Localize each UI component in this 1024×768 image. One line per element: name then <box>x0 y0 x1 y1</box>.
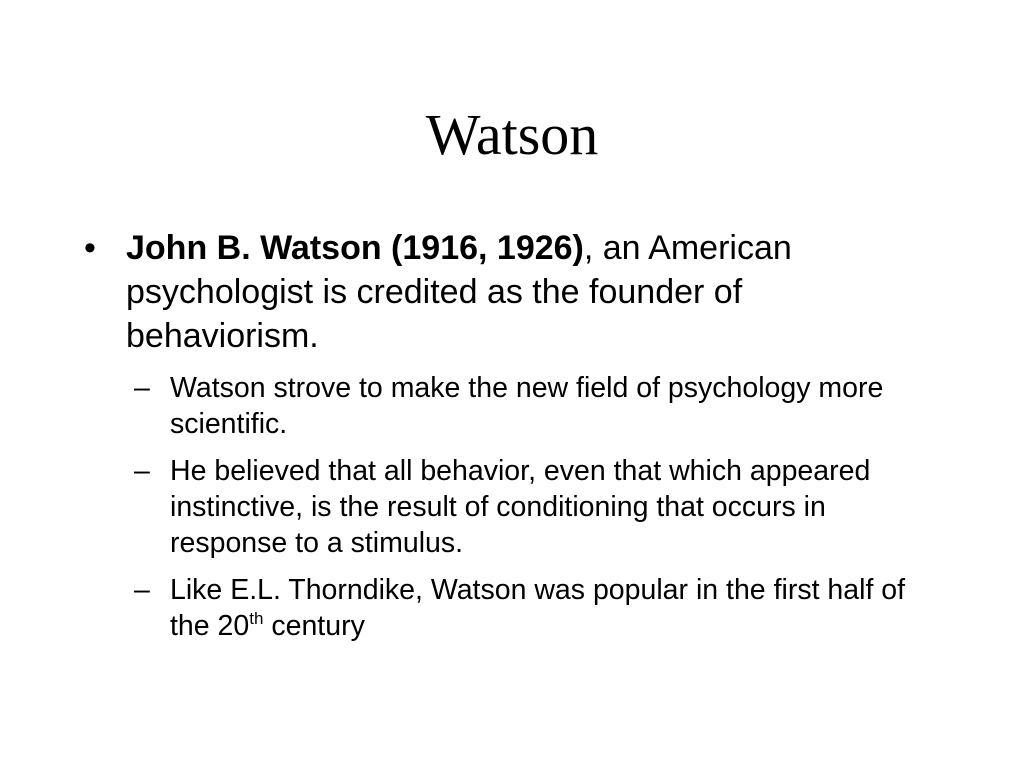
dash-marker: – <box>134 574 150 606</box>
sub-bullet-item <box>134 370 944 442</box>
sub-bullet-item <box>134 572 944 644</box>
dash-marker: – <box>134 455 150 487</box>
sub-bullet-text: Like E.L. Thorndike, Watson was popular in the first half of the 20 <box>170 574 906 642</box>
slide-title: Watson <box>425 102 599 167</box>
bullet-item <box>84 226 944 358</box>
slide-body <box>84 226 944 655</box>
sub-bullet-item <box>134 453 944 561</box>
bullet-marker: • <box>84 229 96 267</box>
bullet-text: , an American psychologist is credited as the founder of behaviorism. <box>126 229 792 355</box>
bullet-bold-text: John B. Watson (1916, 1926) <box>126 229 584 267</box>
sub-bullet-list <box>84 370 944 644</box>
superscript-text: th <box>249 609 264 628</box>
sub-bullet-text: He believed that all behavior, even that which appeared instinctive, is the result of conditioning that occurs in response to a stimulus. <box>170 455 871 559</box>
dash-marker: – <box>134 372 150 404</box>
sub-bullet-text-end: century <box>263 610 365 642</box>
sub-bullet-text: Watson strove to make the new field of psychology more scientific. <box>170 372 884 440</box>
